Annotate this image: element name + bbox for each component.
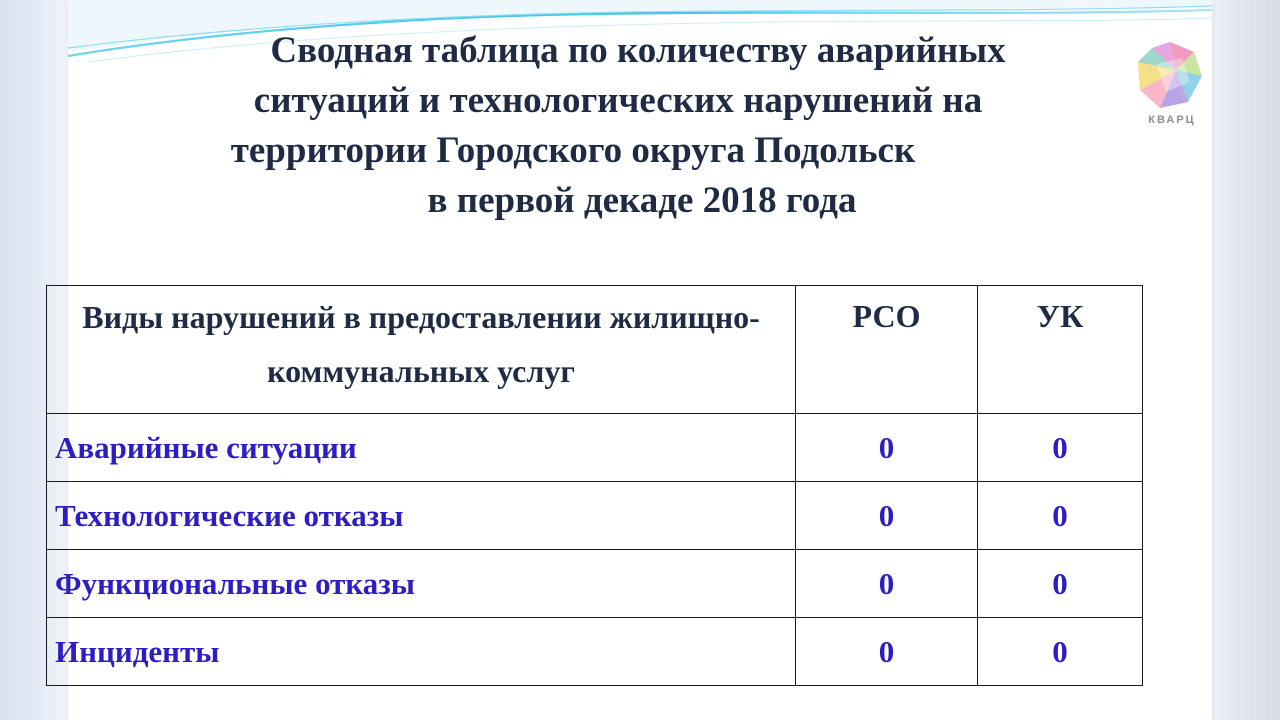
page-title bbox=[168, 26, 1068, 226]
table-row bbox=[47, 550, 1143, 618]
logo bbox=[1136, 40, 1208, 130]
table-row bbox=[47, 414, 1143, 482]
header-rso: РСО bbox=[796, 286, 978, 414]
row-label: Технологические отказы bbox=[47, 482, 796, 550]
row-value-uk: 0 bbox=[978, 618, 1143, 686]
row-value-rso: 0 bbox=[796, 414, 978, 482]
table-header-row bbox=[47, 286, 1143, 414]
title-line-1: Сводная таблица по количеству аварийных bbox=[270, 30, 1006, 71]
summary-table bbox=[46, 285, 1143, 686]
row-value-rso: 0 bbox=[796, 618, 978, 686]
title-line-2: ситуаций и технологических нарушений на bbox=[253, 80, 983, 121]
header-kind: Виды нарушений в предоставлении жилищно-коммунальных услуг bbox=[47, 286, 796, 414]
row-value-rso: 0 bbox=[796, 550, 978, 618]
table-row bbox=[47, 482, 1143, 550]
row-value-rso: 0 bbox=[796, 482, 978, 550]
crystal-logo-icon bbox=[1136, 40, 1204, 110]
logo-label: КВАРЦ bbox=[1148, 114, 1196, 126]
row-label: Аварийные ситуации bbox=[47, 414, 796, 482]
row-value-uk: 0 bbox=[978, 482, 1143, 550]
header-uk: УК bbox=[978, 286, 1143, 414]
title-line-4: в первой декаде 2018 года bbox=[427, 180, 857, 221]
row-label: Функциональные отказы bbox=[47, 550, 796, 618]
row-value-uk: 0 bbox=[978, 414, 1143, 482]
table-row bbox=[47, 618, 1143, 686]
row-value-uk: 0 bbox=[978, 550, 1143, 618]
row-label: Инциденты bbox=[47, 618, 796, 686]
title-line-3: территории Городского округа Подольск bbox=[230, 130, 916, 171]
